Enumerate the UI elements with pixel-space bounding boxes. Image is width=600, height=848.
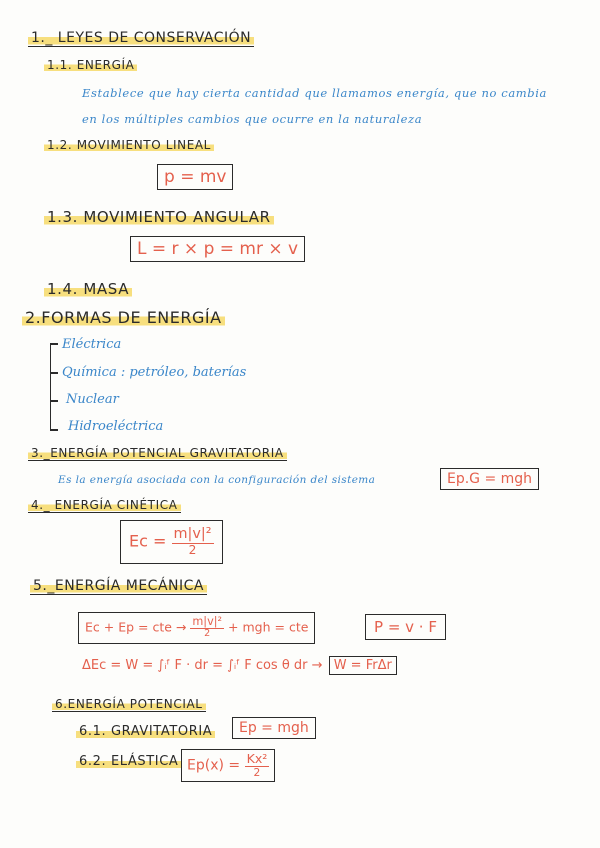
- energia-text-line1: Establece que hay cierta cantidad que llamamos energía, que no cambia: [82, 86, 547, 100]
- formula-momento-angular: [130, 236, 305, 262]
- formula-energia-cinetica: [120, 520, 223, 564]
- formula-trabajo-box: W = FrΔr: [329, 656, 397, 675]
- list-item-quimica: Química : petróleo, baterías: [62, 365, 247, 380]
- tick-1: [50, 343, 58, 345]
- heading-masa: 1.4. MASA: [44, 280, 132, 298]
- list-item-electrica: Eléctrica: [62, 337, 122, 352]
- list-item-hidroelectrica: Hidroeléctrica: [68, 419, 164, 434]
- list-item-nuclear: Nuclear: [66, 392, 119, 407]
- em-rhs: + mgh = cte: [228, 619, 309, 635]
- list-bracket: [50, 343, 57, 431]
- em-numerator: m|v|²: [192, 615, 223, 628]
- energia-text-line2: en los múltiples cambios que ocurre en la naturaleza: [82, 112, 423, 126]
- em-lhs: Ec + Ep = cte →: [85, 619, 187, 635]
- heading-gravitatoria: 6.1. GRAVITATORIA: [76, 724, 215, 739]
- formula-ep-gravitatoria-text: Ep = mgh: [239, 720, 309, 736]
- heading-energia-potencial-gravitatoria: 3._ENERGÍA POTENCIAL GRAVITATORIA: [28, 446, 287, 461]
- formula-epg-text: Ep.G = mgh: [447, 471, 533, 487]
- heading-energia-mecanica: 5._ENERGÍA MECÁNICA: [30, 578, 207, 595]
- heading-movimiento-lineal: 1.2. MOVIMIENTO LINEAL: [44, 138, 214, 152]
- heading-energia-potencial: 6.ENERGÍA POTENCIAL: [52, 697, 206, 712]
- epg-description: Es la energía asociada con la configuración del sistema: [58, 474, 376, 486]
- formula-potencia-text: P = v · F: [374, 618, 437, 636]
- ep-elastica-numerator: Kx²: [246, 751, 268, 766]
- ep-elastica-fraction: [245, 752, 270, 779]
- heading-formas-energia: 2.FORMAS DE ENERGÍA: [22, 308, 225, 327]
- formula-momento-lineal-text: p = mv: [164, 167, 227, 187]
- em-denominator: 2: [204, 628, 211, 640]
- heading-elastica: 6.2. ELÁSTICA: [76, 754, 181, 769]
- formula-trabajo-text: ΔEc = W = ∫ᵢᶠ F · dr = ∫ᵢᶠ F cos θ dr →: [82, 658, 323, 673]
- formula-trabajo: [82, 658, 397, 673]
- heading-leyes-conservacion: 1._ LEYES DE CONSERVACIÓN: [28, 30, 254, 47]
- formula-ep-elastica: [181, 749, 275, 782]
- ec-numerator: m|v|²: [173, 526, 212, 542]
- heading-energia: 1.1. ENERGÍA: [44, 58, 137, 72]
- formula-energia-mecanica: [78, 612, 315, 644]
- tick-2: [50, 372, 58, 374]
- formula-momento-lineal: [157, 164, 233, 190]
- ep-elastica-denominator: 2: [253, 765, 261, 779]
- formula-ep-gravitatoria: [232, 717, 316, 739]
- formula-epg: [440, 468, 539, 490]
- tick-4: [50, 429, 58, 431]
- formula-potencia: [365, 614, 446, 640]
- heading-movimiento-angular: 1.3. MOVIMIENTO ANGULAR: [44, 208, 274, 226]
- formula-momento-angular-text: L = r × p = mr × v: [137, 239, 299, 259]
- ec-lhs: Ec =: [129, 531, 167, 551]
- heading-energia-cinetica: 4._ ENERGÍA CINÉTICA: [28, 498, 181, 513]
- tick-3: [50, 400, 58, 402]
- em-fraction: [190, 616, 224, 640]
- ep-elastica-lhs: Ep(x) =: [187, 757, 241, 774]
- ec-fraction: [172, 527, 214, 557]
- ec-denominator: 2: [188, 542, 197, 557]
